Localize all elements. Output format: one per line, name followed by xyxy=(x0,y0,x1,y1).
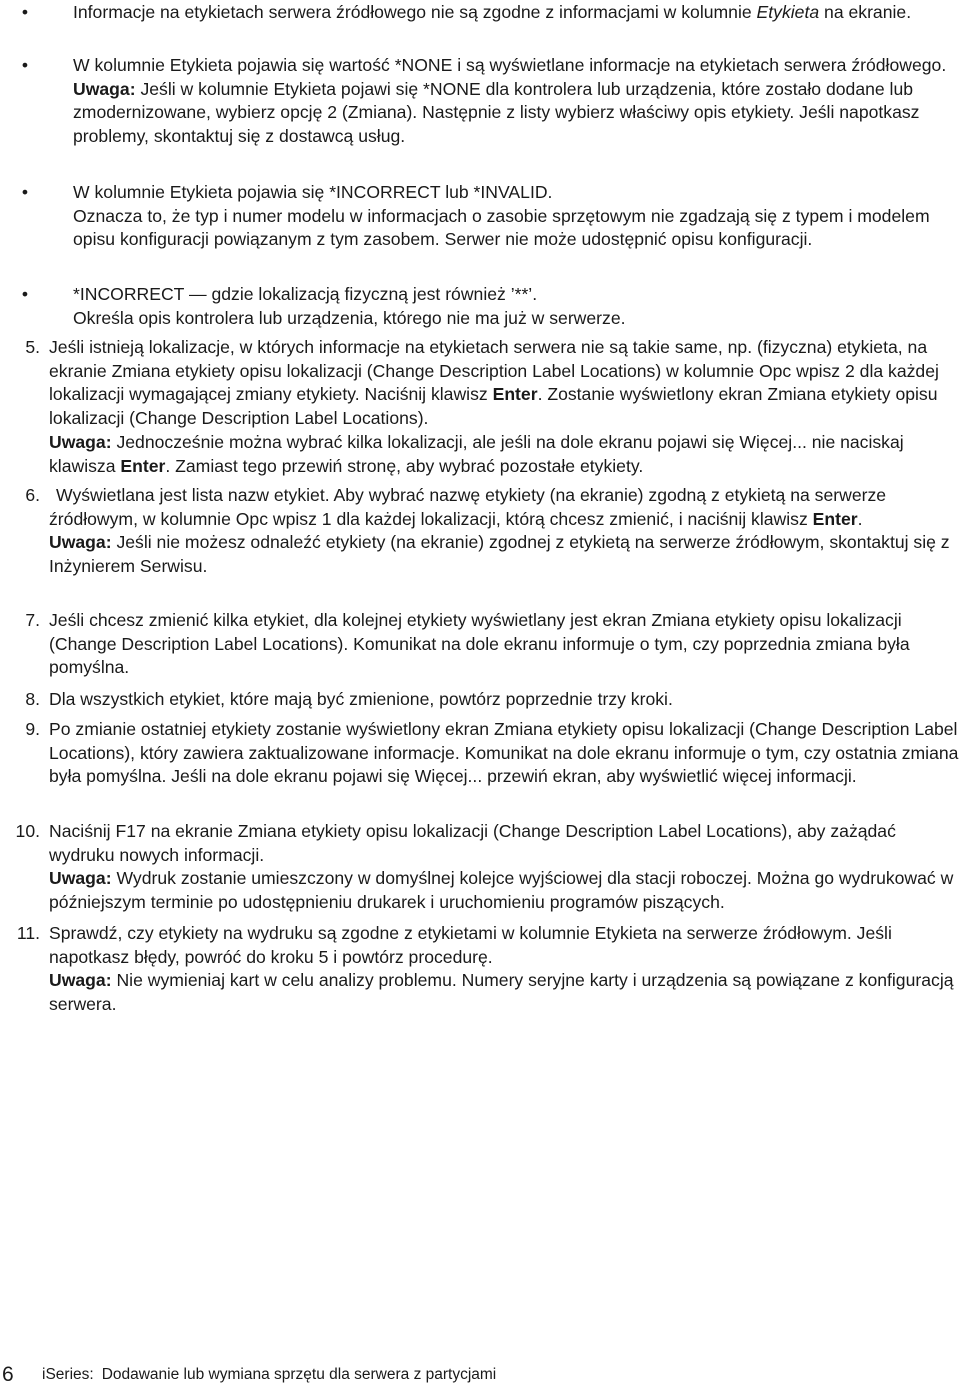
bullet-text: *INCORRECT — gdzie lokalizacją fizyczną jest również ’**’. xyxy=(73,284,538,304)
note-label: Uwaga: xyxy=(49,868,112,889)
footer-series: iSeries: xyxy=(42,1366,94,1383)
note-label: Uwaga: xyxy=(49,431,112,452)
step-number: 11. xyxy=(16,923,40,943)
bullet-marker: • xyxy=(21,55,29,75)
note-label: Uwaga: xyxy=(73,78,136,99)
step-text: Jeśli istnieją lokalizacje, w których informacje na etykietach serwera nie są takie same, np. (fizyczna) etykieta, na ekranie Zmiana etykiety opisu lokalizacji (Change Description Label Locations) w kolumnie Opc wpisz 2 dla każdej lokalizacji wymagającej zmiany etykiety. Naciśnij klawisz Enter. Zostanie wyświetlony ekran Zmiana etykiety opisu lokalizacji (Change Description Label Locations). xyxy=(49,337,939,429)
bullet-item-none xyxy=(21,54,958,149)
step-number: 10. xyxy=(15,821,40,841)
note-label: Uwaga: xyxy=(49,970,112,991)
footer-book-title: Dodawanie lub wymiana sprzętu dla serwera z partycjami xyxy=(101,1366,497,1383)
bullet-marker: • xyxy=(21,2,29,22)
step-number: 6. xyxy=(25,485,40,505)
bullet-marker: • xyxy=(21,182,29,202)
step-number: 7. xyxy=(25,610,40,630)
bullet-text: W kolumnie Etykieta pojawia się *INCORRECT lub *INVALID. xyxy=(73,182,553,202)
step-number: 8. xyxy=(25,689,40,709)
bullet-explanation: Określa opis kontrolera lub urządzenia, którego nie ma już w serwerze. xyxy=(73,307,626,328)
note-paragraph: Uwaga: Wydruk zostanie umieszczony w domyślnej kolejce wyjściowej dla stacji roboczej. Można go wydrukować w późniejszym terminie po udostępnieniu drukarek i uruchomieniu programów piszących. xyxy=(49,868,954,913)
step-text: Dla wszystkich etykiet, które mają być zmienione, powtórz poprzednie trzy kroki. xyxy=(49,689,673,709)
step-text: Po zmianie ostatniej etykiety zostanie wyświetlony ekran Zmiana etykiety opisu lokalizacji (Change Description Label Locations), który zawiera zaktualizowane informacje. Komunikat na dole ekranu informuje o tym, czy ostatnia zmiana była pomyślna. Jeśli na dole ekranu pojawi się Więcej... przewiń ekran, aby wyświetlić więcej informacji. xyxy=(49,719,959,787)
page-number: 6 xyxy=(2,1363,14,1386)
bullet-text: Informacje na etykietach serwera źródłowego nie są zgodne z informacjami w kolumnie Etykieta na ekranie. xyxy=(73,2,912,22)
bullet-item-incorrect-location xyxy=(21,283,958,330)
note-paragraph: Uwaga: Jeśli nie możesz odnaleźć etykiety (na ekranie) zgodnej z etykietą na serwerze źródłowym, skontaktuj się z Inżynierem Serwisu. xyxy=(49,532,950,577)
note-paragraph: Uwaga: Jednocześnie można wybrać kilka lokalizacji, ale jeśli na dole ekranu pojawi się Więcej... nie naciskaj klawisza Enter. Zamiast tego przewiń stronę, aby wybrać pozostałe etykiety. xyxy=(49,431,904,476)
bullet-text: W kolumnie Etykieta pojawia się wartość *NONE i są wyświetlane informacje na etykietach serwera źródłowego. xyxy=(73,55,947,75)
bullet-marker: • xyxy=(21,284,29,304)
page-footer xyxy=(0,1361,960,1389)
step-text: Jeśli chcesz zmienić kilka etykiet, dla kolejnej etykiety wyświetlany jest ekran Zmiana etykiety opisu lokalizacji (Change Description Label Locations). Komunikat na dole ekranu informuje o tym, czy poprzednia zmiana była pomyślna. xyxy=(49,610,910,678)
footer-title xyxy=(42,1365,496,1385)
note-paragraph: Uwaga: Nie wymieniaj kart w celu analizy problemu. Numery seryjne karty i urządzenia są powiązane z konfiguracją serwera. xyxy=(49,970,954,1015)
step-number: 9. xyxy=(25,719,40,739)
step-text: Wyświetlana jest lista nazw etykiet. Aby wybrać nazwę etykiety (na ekranie) zgodną z etykietą na serwerze źródłowym, w kolumnie Opc wpisz 1 dla każdej lokalizacji, którą chcesz zmienić, i naciśnij klawisz Enter. xyxy=(49,485,887,529)
bullet-item-incorrect-invalid xyxy=(21,181,958,252)
note-paragraph: Uwaga: Jeśli w kolumnie Etykieta pojawi się *NONE dla kontrolera lub urządzenia, które zostało dodane lub zmodernizowane, wybierz opcję 2 (Zmiana). Następnie z listy wybierz właściwy opis etykiety. Jeśli napotkasz problemy, skontaktuj się z dostawcą usług. xyxy=(73,78,920,147)
step-number: 5. xyxy=(25,337,40,357)
note-label: Uwaga: xyxy=(49,532,112,553)
bullet-explanation: Oznacza to, że typ i numer modelu w informacjach o zasobie sprzętowym nie zgadzają się z typem i modelem opisu konfiguracji powiązanym z tym zasobem. Serwer nie może udostępnić opisu konfiguracji. xyxy=(73,205,930,250)
step-text: Sprawdź, czy etykiety na wydruku są zgodne z etykietami w kolumnie Etykieta na serwerze źródłowym. Jeśli napotkasz błędy, powróć do kroku 5 i powtórz procedurę. xyxy=(49,923,892,967)
step-text: Naciśnij F17 na ekranie Zmiana etykiety opisu lokalizacji (Change Description Label Locations), aby zażądać wydruku nowych informacji. xyxy=(49,821,896,865)
bullet-item-label-mismatch xyxy=(21,1,958,25)
